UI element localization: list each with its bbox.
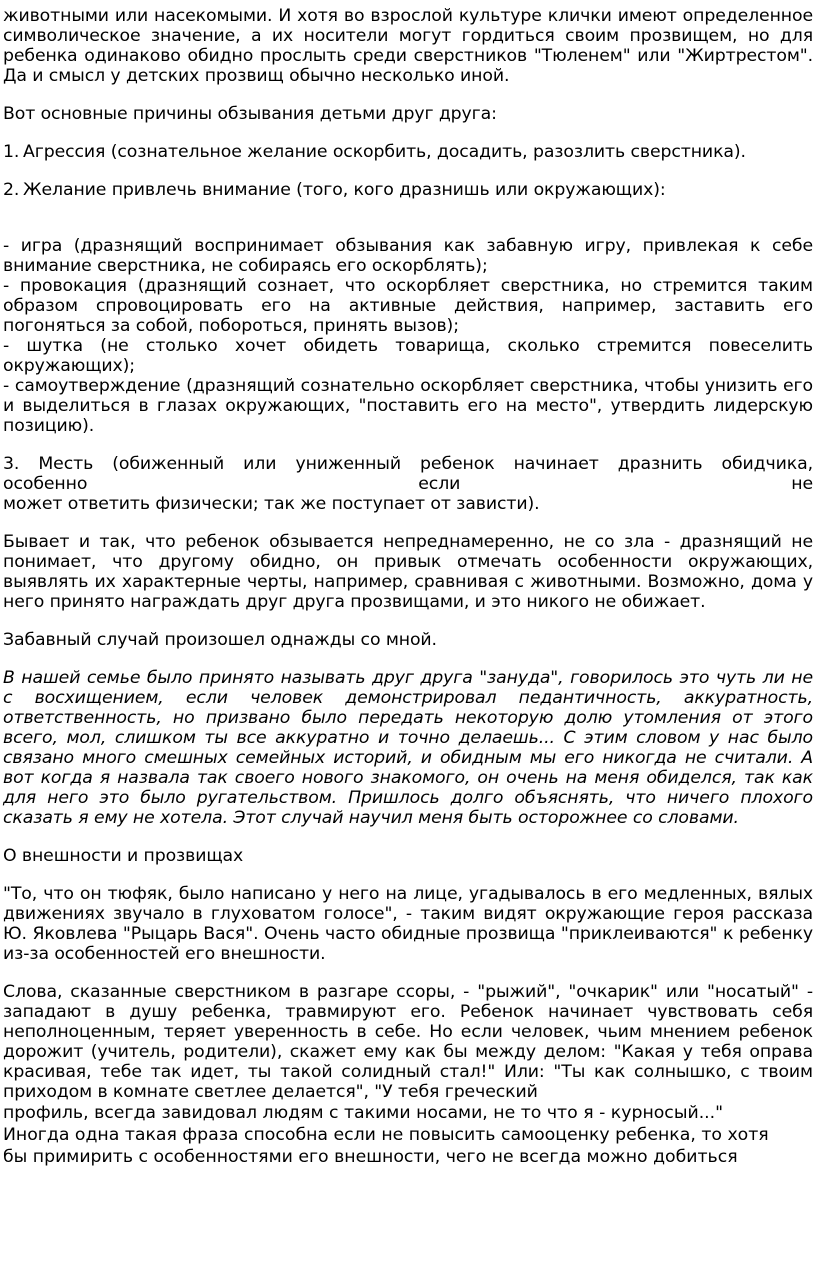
paragraph-funny-case: Забавный случай произошел однажды со мной. [3, 630, 437, 650]
paragraph-family-story: В нашей семье было принято называть друг друга "зануда", говорилось это чуть ли не с восхищением, если человек демонстрировал педантичность, аккуратность, ответственность, но призвано было передать некоторую долю утомления от этого всего, мол, слишком ты все аккуратно и точно делаешь... С этим словом у нас было связано много смешных семейных историй, и обидным мы его никогда не считали. А вот когда я назвала так своего нового знакомого, он очень на меня обиделся, так как для него это было ругательством. Пришлось долго объяснять, что ничего плохого сказать я ему не хотела. Этот случай научил меня быть осторожнее со словами. [3, 668, 813, 828]
revenge-line-2: особенно если не [3, 474, 813, 494]
paragraph-unintended: Бывает и так, что ребенок обзывается непреднамеренно, не со зла - дразнящий не понимает, что другому обидно, он привык отмечать особенности окружающих, выявлять их характерные черты, например, сравнивая с животными. Возможно, дома у него принято награждать друг друга прозвищами, и это никого не обижает. [3, 532, 813, 612]
list-number: 3. [3, 454, 20, 474]
sub-item-self-assertion: - самоутверждение (дразнящий сознательно оскорбляет сверстника, чтобы унизить его и выделиться в глазах окружающих, "поставить его на место", утвердить лидерскую позицию). [3, 376, 813, 436]
sub-item-provocation: - провокация (дразнящий сознает, что оскорбляет сверстника, но стремится таким образом спровоцировать его на активные действия, например, заставить его погоняться за собой, побороться, принять вызов); [3, 276, 813, 336]
list-item-text: Желание привлечь внимание (того, кого дразнишь или окружающих): [23, 180, 666, 200]
paragraph-reasons-intro: Вот основные причины обзывания детьми друг друга: [3, 104, 497, 124]
list-number: 2. [3, 180, 20, 200]
list-item-attention [3, 180, 813, 200]
tail-line-2: Иногда одна такая фраза способна если не повысить самооценку ребенка, то хотя [3, 1125, 769, 1145]
revenge-text-1: Месть (обиженный или униженный ребенок начинает дразнить обидчика, [38, 454, 813, 474]
list-number: 1. [3, 142, 20, 162]
tail-line-1: профиль, всегда завидовал людям с такими носами, не то что я - курносый..." [3, 1103, 724, 1123]
section-heading-appearance: О внешности и прозвищах [3, 846, 244, 866]
list-item-text: Агрессия (сознательное желание оскорбить, досадить, разозлить сверстника). [23, 142, 746, 162]
paragraph-words: Слова, сказанные сверстником в разгаре ссоры, - "рыжий", "очкарик" или "носатый" - западают в душу ребенка, травмируют его. Ребенок начинает чувствовать себя неполноценным, теряет уверенность в себе. Но если человек, чьим мнением ребенок дорожит (учитель, родители), скажет ему как бы между делом: "Какая у тебя оправа красивая, тебе так идет, ты такой солидный стал!" Или: "Ты как солнышко, с твоим приходом в комнате светлее делается", "У тебя греческий [3, 982, 813, 1102]
sub-item-game: - игра (дразнящий воспринимает обзывания как забавную игру, привлекая к себе внимание сверстника, не собираясь его оскорблять); [3, 236, 813, 276]
list-item-revenge [3, 454, 813, 514]
paragraph-nicknames: животными или насекомыми. И хотя во взрослой культуре клички имеют определенное символическое значение, а их носители могут гордиться своим прозвищем, но для ребенка одинаково обидно прослыть среди сверстников "Тюленем" или "Жиртрестом". Да и смысл у детских прозвищ обычно несколько иной. [3, 6, 813, 86]
tail-line-3: бы примирить с особенностями его внешности, чего не всегда можно добиться [3, 1147, 738, 1167]
document-page [3, 6, 813, 1168]
paragraph-quote: "То, что он тюфяк, было написано у него на лице, угадывалось в его медленных, вялых движениях звучало в глуховатом голосе", - таким видят окружающие героя рассказа Ю. Яковлева "Рыцарь Вася". Очень часто обидные прозвища "приклеиваются" к ребенку из-за особенностей его внешности. [3, 884, 813, 964]
list-item-aggression [3, 142, 813, 162]
sub-item-joke: - шутка (не столько хочет обидеть товарища, сколько стремится повеселить окружающих); [3, 336, 813, 376]
revenge-line-1 [3, 454, 813, 474]
revenge-line-3: может ответить физически; так же поступает от зависти). [3, 494, 540, 514]
